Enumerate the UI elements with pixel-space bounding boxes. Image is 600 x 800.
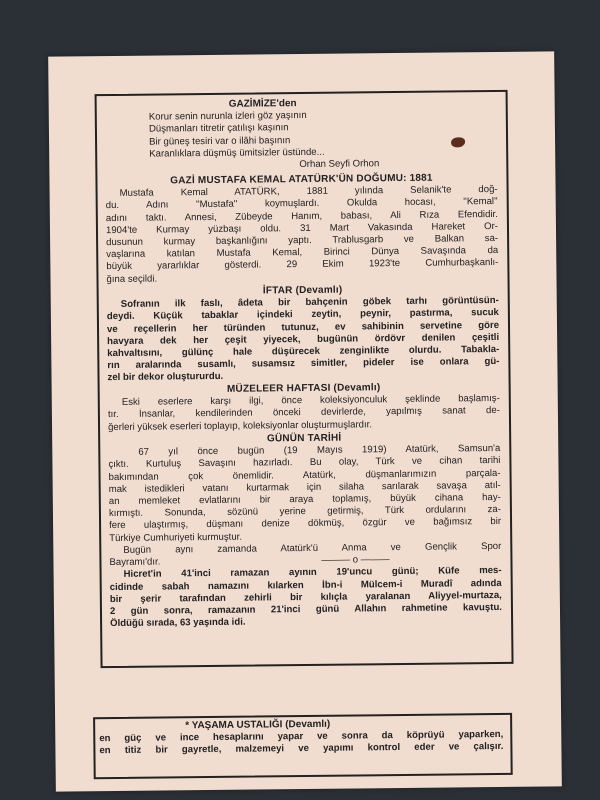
skill-section: [99, 717, 503, 758]
museum-section: [108, 381, 500, 434]
birth-line: du. Adını ''Mustafa'' koymuşlardı. Okulda hocası, ''Kemal'': [105, 196, 498, 212]
hijri-line: Hicret'in 41'inci ramazan ayının 19'uncu günü; Küfe mes-: [123, 565, 502, 581]
hijri-line: cidinde sabah namazını kılarken İbn-i Mülcem-i Muradî adında: [109, 577, 502, 593]
museum-line: tır. İnsanlar, kendilerinden önceki devirlerde, yapılmış sanat de-: [107, 405, 500, 421]
birth-line: ğına seçildi.: [106, 273, 158, 285]
museum-line: ğerleri yüksek eserleri toplayıp, koleksiyonlar oluşturmuşlardır.: [107, 418, 373, 433]
birth-line: büyük yararlıklar gösterdi. 29 Ekim 1923'te Cumhurbaşkanlı-: [106, 257, 499, 273]
birth-section: [105, 172, 498, 286]
birth-line: adını taktı. Annesi, Zübeyde Hanım, babası, Ali Rıza Efendidir.: [105, 208, 498, 224]
birth-line: vaşlarına katılan Mustafa Kemal, Birinci Dünya Savaşında da: [106, 245, 499, 261]
today-line: çıktı. Kurtuluş Savaşını hazırladı. Bu olay, Türk ve cihan tarihi: [108, 455, 501, 471]
today-line: fere ulaştırmış, düşmanı denize dökmüş, özgür ve bağımsız bir: [109, 516, 502, 532]
today-line: kırmıştı. Sonunda, sözünü yerine getirmiş, Türk ordularını za-: [108, 504, 501, 520]
today-section: [108, 431, 502, 631]
hijri-line: bir şerir tarafından zehirli bir kılıçla yaralanan Aliyyel-murtaza,: [109, 589, 502, 605]
today-line: an memleket evlatlarını bir araya toplamış, büyük cihana hay-: [108, 491, 501, 508]
iftar-line: kahvaltısını, gülünç hale düşürecek zenginlikte olurdu. Tabakla-: [107, 343, 500, 360]
poem-line: Düşmanları titretir çatılışı kaşının: [148, 122, 289, 136]
hijri-line: Öldüğü sırada, 63 yaşında idi.: [110, 616, 246, 630]
poem-line: Bir güneş tesiri var o ilâhi başının: [149, 134, 291, 148]
today-line: Türkiye Cumhuriyeti kurmuştur.: [109, 531, 243, 544]
iftar-line: rın aralarında susamlı, susamsız simitler, pideler ise onlara gü-: [107, 356, 500, 372]
today-line: Bayramı'dır.: [109, 556, 161, 569]
document-page: [48, 51, 562, 791]
iftar-section: [107, 283, 500, 385]
iftar-title: İFTAR (Devamlı): [262, 284, 343, 297]
poem-section: [149, 96, 450, 172]
birth-title: GAZİ MUSTAFA KEMAL ATATÜRK'ÜN DOĞUMU: 1881: [170, 172, 433, 187]
birth-line: dusunun kurmay başkanlığını yaptı. Trablusgarb ve Balkan sa-: [106, 232, 499, 249]
poem-author: Orhan Seyfi Orhon: [299, 158, 380, 171]
today-line: Bugün aynı zamanda Atatürk'ü Anma ve Gençlik Spor: [123, 540, 502, 556]
section-separator: ——— o ———: [321, 554, 390, 567]
birth-line: 1904'te Kurmay yüzbaşı oldu. 31 Mart Vakasında Hareket Or-: [105, 220, 499, 236]
poem-line: Karanlıklara düşmüş ümitsizler üstünde...: [149, 146, 325, 160]
birth-line: Mustafa Kemal ATATÜRK, 1881 yılında Selanik'te doğ-: [119, 184, 498, 200]
iftar-line: Sofranın ilk faslı, âdeta bir bahçenin göbek tarhı görüntüsün-: [120, 295, 499, 311]
skill-line: en güç ve ince hesaplarını yapar ve sonra da köprüyü yaparken,: [99, 729, 504, 745]
museum-title: MÜZELEER HAFTASI (Devamlı): [226, 382, 381, 395]
poem-line: Korur senin nurunla izleri göz yaşının: [148, 110, 307, 123]
skill-line: en titiz bir gayretle, malzemeyi ve yapımı kontrol eder ve çalışır.: [99, 741, 504, 757]
iftar-line: havyara dek her çeşit yiyecek, bugünün ördövr denilen çeşitli: [107, 331, 500, 347]
iftar-line: ve reçellerin her türünden tutunuz, ev sahibinin servetine göre: [106, 319, 500, 335]
iftar-line: zel bir dekor oluştururdu.: [107, 371, 224, 384]
today-title: GÜNÜN TARİHİ: [266, 432, 342, 445]
museum-line: Eski eserlere karşı ilgi, önce koleksiyonculuk şeklinde başlamış-: [121, 393, 500, 409]
iftar-line: deydi. Küçük tabaklar içindeki zeytin, peynir, pastırma, sucuk: [106, 307, 499, 323]
skill-title: * YAŞAMA USTALIĞI (Devamlı): [185, 718, 331, 732]
hijri-line: 2 gün sonra, ramazanın 21'inci günü Allahın rahmetine kavuştu.: [109, 601, 503, 618]
today-line: bakımından çok önemlidir. Atatürk, düşmanlarımızın parçala-: [108, 467, 501, 483]
today-line: mak istedikleri vatanı kurtarmak için silaha sarılarak savaşa atıl-: [108, 479, 501, 495]
poem-title: GAZİMİZE'den: [228, 98, 297, 110]
today-line: 67 yıl önce bugün (19 Mayıs 1919) Atatürk, Samsun'a: [138, 443, 501, 458]
